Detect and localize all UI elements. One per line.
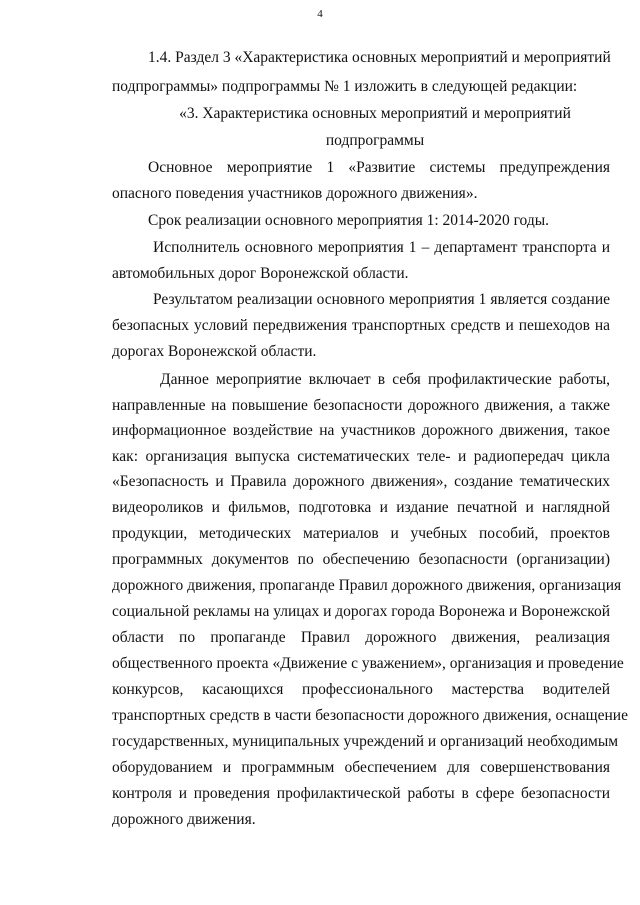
text-line: Срок реализации основного мероприятия 1: 2014-2020 годы.: [148, 212, 550, 229]
text-line: Исполнитель основного мероприятия 1 – департамент транспорта и: [153, 239, 610, 256]
text-line: продукции, методических материалов и учебных пособий, проектов: [112, 525, 610, 542]
text-line: видеороликов и фильмов, подготовка и издание печатной и наглядной: [112, 499, 610, 516]
text-line: программных документов по обеспечению безопасности (организации): [112, 551, 610, 568]
text-line: автомобильных дорог Воронежской области.: [112, 265, 409, 282]
section-heading: «3. Характеристика основных мероприятий и мероприятий: [179, 105, 571, 122]
text-line: дорожного движения.: [112, 811, 256, 828]
text-line: общественного проекта «Движение с уважением», организация и проведение: [112, 655, 624, 672]
text-line: как: организация выпуска систематических теле- и радиопередач цикла: [112, 448, 610, 465]
text-line: подпрограммы» подпрограммы № 1 изложить в следующей редакции:: [112, 78, 578, 95]
text-line: дорогах Воронежской области.: [112, 343, 317, 360]
text-line: Результатом реализации основного мероприятия 1 является создание: [153, 291, 610, 308]
text-line: дорожного движения, пропаганде Правил дорожного движения, организация: [112, 577, 622, 594]
page-number: 4: [317, 8, 323, 20]
text-line: государственных, муниципальных учреждений и организаций необходимым: [112, 733, 619, 750]
text-line: Данное мероприятие включает в себя профилактические работы,: [160, 371, 610, 388]
text-line: «Безопасность и Правила дорожного движения», создание тематических: [112, 473, 610, 490]
text-line: конкурсов, касающихся профессионального мастерства водителей: [112, 681, 610, 698]
text-line: социальной рекламы на улицах и дорогах города Воронежа и Воронежской: [112, 603, 610, 620]
text-line: области по пропаганде Правил дорожного движения, реализация: [112, 629, 610, 646]
text-line: информационное воздействие на участников дорожного движения, такое: [112, 422, 610, 439]
text-line: опасного поведения участников дорожного движения».: [112, 185, 478, 202]
text-line: Основное мероприятие 1 «Развитие системы предупреждения: [148, 159, 610, 176]
text-line: 1.4. Раздел 3 «Характеристика основных мероприятий и мероприятий: [148, 49, 611, 66]
section-heading: подпрограммы: [325, 132, 425, 149]
text-line: оборудованием и программным обеспечением для совершенствования: [112, 759, 610, 776]
text-line: направленные на повышение безопасности дорожного движения, а также: [112, 397, 610, 414]
text-line: безопасных условий передвижения транспортных средств и пешеходов на: [112, 317, 610, 334]
text-line: контроля и проведения профилактической работы в сфере безопасности: [112, 785, 610, 802]
text-line: транспортных средств в части безопасности дорожного движения, оснащение: [112, 707, 628, 724]
